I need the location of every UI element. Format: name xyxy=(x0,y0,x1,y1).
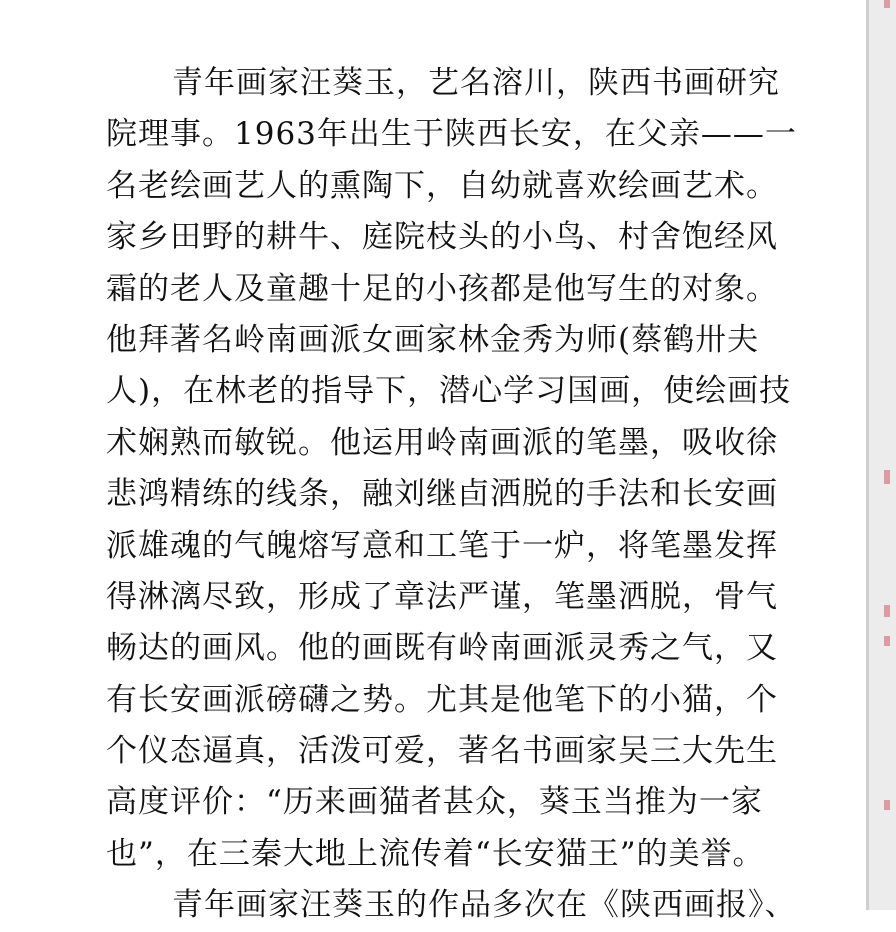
body-text xyxy=(106,58,806,932)
page-edge-shadow xyxy=(866,0,869,910)
paragraph-1-line-9: 悲鸿精练的线条，融刘继卣洒脱的手法和长安画 xyxy=(106,476,778,513)
paragraph-1-line-1: 青年画家汪葵玉，艺名溶川，陕西书画研究 xyxy=(172,65,780,101)
paragraph-1-line-6: 他拜著名岭南画派女画家林金秀为师(蔡鹤卅夫 xyxy=(106,321,760,358)
paragraph-1-line-10: 派雄魂的气魄熔写意和工笔于一炉，将笔墨发挥 xyxy=(106,527,778,564)
paragraph-1-line-12: 畅达的画风。他的画既有岭南画派灵秀之气，又 xyxy=(106,630,778,667)
paragraph-1-line-15: 高度评价：“历来画猫者甚众，葵玉当推为一家 xyxy=(106,784,763,821)
edge-color-mark xyxy=(884,636,890,646)
paragraph-1-line-16: 也”，在三秦大地上流传着“长安猫王”的美誉。 xyxy=(106,835,765,872)
paragraph-2-line-1: 青年画家汪葵玉的作品多次在《陕西画报》、 xyxy=(172,887,797,924)
paragraph-1-line-3: 名老绘画艺人的熏陶下，自幼就喜欢绘画艺术。 xyxy=(106,167,778,204)
page-edge xyxy=(866,0,896,910)
paragraph-1-line-7: 人)，在林老的指导下，潜心学习国画，使绘画技 xyxy=(106,373,792,410)
paragraph-1-line-5: 霜的老人及童趣十足的小孩都是他写生的对象。 xyxy=(106,270,778,307)
edge-color-mark xyxy=(884,800,890,810)
edge-color-mark xyxy=(884,0,890,8)
paragraph-1-line-4: 家乡田野的耕牛、庭院枝头的小鸟、村舍饱经风 xyxy=(106,219,778,256)
paragraph-1-line-2: 院理事。1963年出生于陕西长安，在父亲——一 xyxy=(106,116,797,153)
paragraph-1-line-8: 术娴熟而敏锐。他运用岭南画派的笔墨，吸收徐 xyxy=(106,424,778,461)
paragraph-1-line-11: 得淋漓尽致，形成了章法严谨，笔墨洒脱，骨气 xyxy=(106,578,778,615)
paragraph-1-line-13: 有长安画派磅礴之势。尤其是他笔下的小猫，个 xyxy=(106,681,778,718)
edge-color-mark xyxy=(884,470,890,484)
edge-color-mark xyxy=(884,605,890,617)
paragraph-1-line-14: 个仪态逼真，活泼可爱，著名书画家吴三大先生 xyxy=(106,733,778,770)
